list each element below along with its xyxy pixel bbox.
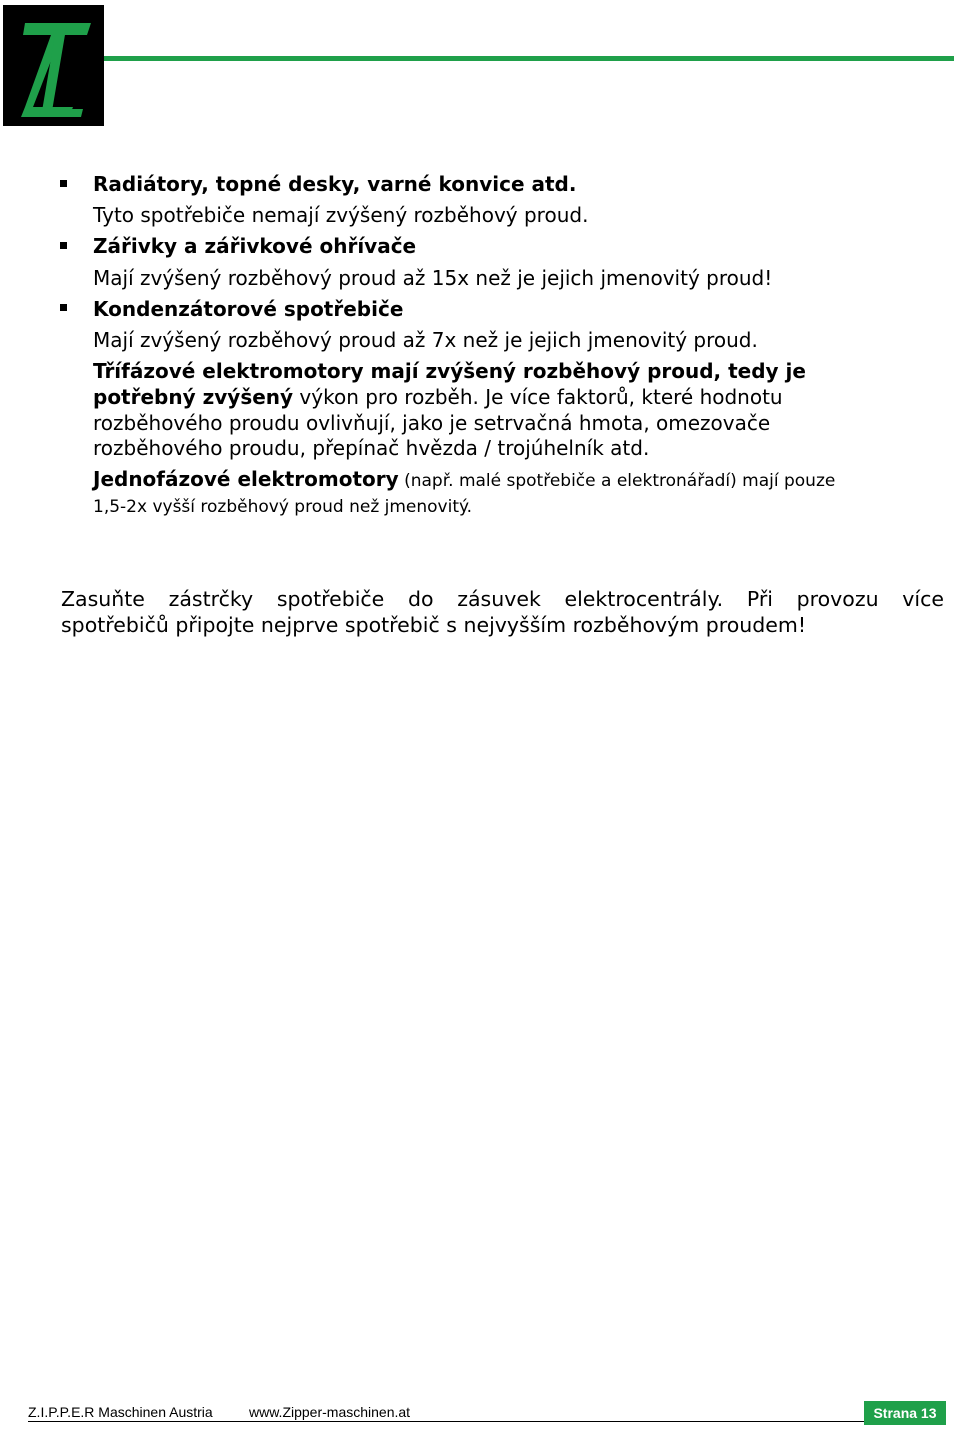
bullet-square	[60, 180, 67, 187]
item-text: Mají zvýšený rozběhový proud až 15x než je jejich jmenovitý proud!	[93, 266, 773, 290]
footer-website[interactable]: www.Zipper-maschinen.at	[249, 1404, 411, 1420]
single-phase-line: 1,5-2x vyšší rozběhový proud než jmenovitý.	[93, 497, 473, 517]
three-phase-line: rozběhového proudu ovlivňují, jako je setrvačná hmota, omezovače	[93, 411, 771, 435]
single-phase-text: (např. malé spotřebiče a elektronářadí) mají pouze	[398, 471, 836, 491]
three-phase-line: rozběhového proudu, přepínač hvězda / trojúhelník atd.	[93, 436, 650, 460]
item-text: Mají zvýšený rozběhový proud až 7x než je jejich jmenovitý proud.	[93, 328, 758, 352]
item-text: Tyto spotřebiče nemají zvýšený rozběhový proud.	[93, 203, 589, 227]
three-phase-rest: výkon pro rozběh. Je více faktorů, které hodnotu	[293, 385, 783, 409]
page-number-badge: Strana 13	[864, 1401, 946, 1425]
three-phase-bold: potřebný zvýšený	[93, 385, 294, 409]
company-logo	[3, 5, 104, 126]
instruction-text: Zasuňte zástrčky spotřebiče do zásuvek elektrocentrály. Při provozu více	[61, 587, 944, 611]
single-phase-title: Jednofázové elektromotory	[93, 467, 399, 491]
three-phase-heading: Třífázové elektromotory mají zvýšený rozběhový proud, tedy je	[93, 359, 806, 383]
item-title: Kondenzátorové spotřebiče	[93, 297, 404, 321]
single-phase-line	[93, 467, 835, 493]
instruction-line: spotřebičů připojte nejprve spotřebič s nejvyšším rozběhovým proudem!	[61, 613, 807, 637]
header-rule	[104, 56, 954, 61]
bullet-square	[60, 304, 67, 311]
instruction-paragraph	[61, 586, 944, 638]
item-title: Zářivky a zářivkové ohřívače	[93, 234, 417, 258]
instruction-line	[61, 586, 944, 612]
three-phase-line	[93, 385, 783, 409]
item-title: Radiátory, topné desky, varné konvice atd.	[93, 172, 577, 196]
bullet-square	[60, 242, 67, 249]
footer-company: Z.I.P.P.E.R Maschinen Austria	[28, 1404, 213, 1420]
footer-rule	[28, 1421, 864, 1422]
zipper-z-logo-icon	[3, 5, 104, 126]
